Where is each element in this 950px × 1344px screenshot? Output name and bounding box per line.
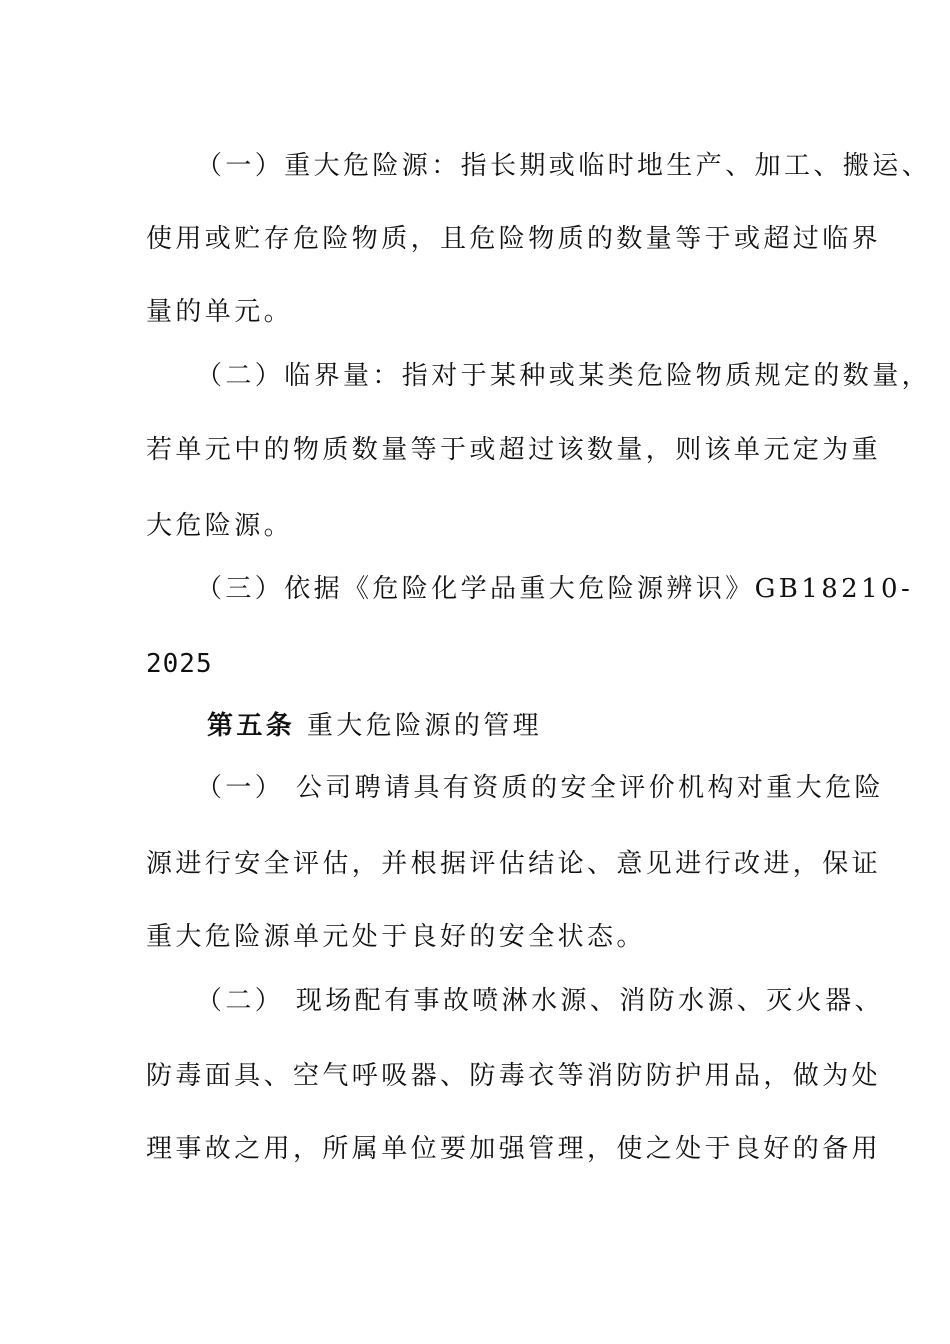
paragraph-line: （三）依据《危险化学品重大危险源辨识》GB18210- [196,574,914,604]
paragraph-line: 防毒面具、空气呼吸器、防毒衣等消防防护用品，做为处 [146,1061,882,1091]
paragraph-line: 理事故之用，所属单位要加强管理，使之处于良好的备用 [146,1134,882,1164]
paragraph-line: 源进行安全评估，并根据评估结论、意见进行改进，保证 [146,849,882,879]
paragraph-line: 使用或贮存危险物质，且危险物质的数量等于或超过临界 [146,224,882,254]
section-title: 重大危险源的管理 [306,711,543,741]
section-number: 第五条 [207,711,296,741]
paragraph-line: （二）临界量：指对于某种或某类危险物质规定的数量， [196,361,932,391]
paragraph-line: 重大危险源单元处于良好的安全状态。 [146,922,646,952]
paragraph-line: 量的单元。 [146,297,294,327]
paragraph-line: 若单元中的物质数量等于或超过该数量，则该单元定为重 [146,435,882,465]
section-heading [207,710,542,742]
paragraph-line: 2025 [146,649,213,679]
paragraph-line: （一） 公司聘请具有资质的安全评价机构对重大危险 [196,773,884,803]
paragraph-line: 大危险源。 [146,511,294,541]
paragraph-line: （二） 现场配有事故喷淋水源、消防水源、灭火器、 [196,986,884,1016]
paragraph-line: （一）重大危险源：指长期或临时地生产、加工、搬运、 [196,151,932,181]
